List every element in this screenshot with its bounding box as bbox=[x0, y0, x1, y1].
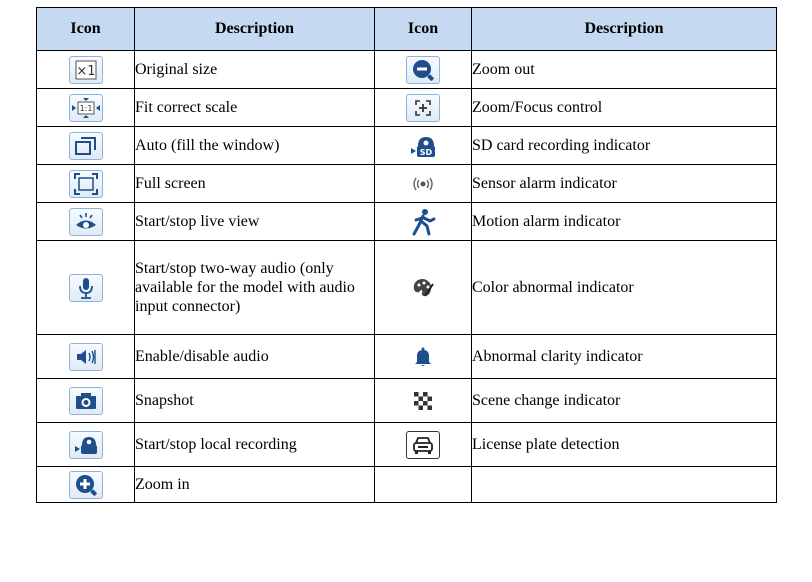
description-cell: Scene change indicator bbox=[472, 379, 777, 423]
svg-text:1:1: 1:1 bbox=[79, 103, 92, 113]
zoom-in-icon[interactable] bbox=[69, 471, 103, 499]
table-header-row bbox=[37, 8, 777, 51]
zoom-out-icon[interactable] bbox=[406, 56, 440, 84]
table-row bbox=[37, 379, 777, 423]
description-cell: Original size bbox=[135, 51, 375, 89]
table-row bbox=[37, 203, 777, 241]
empty-description-cell bbox=[472, 467, 777, 503]
svg-text:SD: SD bbox=[419, 147, 433, 157]
header-icon-1: Icon bbox=[37, 8, 135, 51]
svg-text:×1: ×1 bbox=[75, 63, 96, 79]
microphone-icon[interactable] bbox=[69, 274, 103, 302]
description-cell: Start/stop local recording bbox=[135, 423, 375, 467]
table-row bbox=[37, 89, 777, 127]
sensor-alarm-icon bbox=[406, 169, 440, 199]
table-row bbox=[37, 241, 777, 335]
description-cell: SD card recording indicator bbox=[472, 127, 777, 165]
empty-icon-cell bbox=[375, 467, 472, 503]
description-cell: Zoom/Focus control bbox=[472, 89, 777, 127]
table-row bbox=[37, 127, 777, 165]
description-cell: Fit correct scale bbox=[135, 89, 375, 127]
fit-scale-icon[interactable] bbox=[69, 94, 103, 122]
description-cell: Abnormal clarity indicator bbox=[472, 335, 777, 379]
live-view-eye-icon[interactable] bbox=[69, 208, 103, 236]
speaker-icon[interactable] bbox=[69, 343, 103, 371]
description-cell: Zoom in bbox=[135, 467, 375, 503]
description-cell: Zoom out bbox=[472, 51, 777, 89]
description-cell: Snapshot bbox=[135, 379, 375, 423]
header-icon-2: Icon bbox=[375, 8, 472, 51]
full-screen-icon[interactable] bbox=[69, 170, 103, 198]
original-size-icon[interactable] bbox=[69, 56, 103, 84]
local-recording-icon[interactable] bbox=[69, 431, 103, 459]
car-plate-icon[interactable] bbox=[406, 431, 440, 459]
sd-card-recording-icon bbox=[406, 131, 440, 161]
icon-description-table bbox=[36, 7, 777, 503]
motion-alarm-icon bbox=[406, 207, 440, 237]
checker-scene-icon bbox=[406, 386, 440, 416]
description-cell: Color abnormal indicator bbox=[472, 241, 777, 335]
description-cell: Sensor alarm indicator bbox=[472, 165, 777, 203]
camera-snapshot-icon[interactable] bbox=[69, 387, 103, 415]
zoom-focus-icon[interactable] bbox=[406, 94, 440, 122]
header-description-2: Description bbox=[472, 8, 777, 51]
description-cell: Start/stop live view bbox=[135, 203, 375, 241]
description-cell: Start/stop two-way audio (only available for the model with audio input connector) bbox=[135, 241, 375, 335]
description-cell: Full screen bbox=[135, 165, 375, 203]
table-row bbox=[37, 51, 777, 89]
table-row bbox=[37, 467, 777, 503]
table-row bbox=[37, 335, 777, 379]
description-cell: License plate detection bbox=[472, 423, 777, 467]
auto-fill-window-icon[interactable] bbox=[69, 132, 103, 160]
color-palette-icon bbox=[406, 273, 440, 303]
description-cell: Motion alarm indicator bbox=[472, 203, 777, 241]
table-row bbox=[37, 165, 777, 203]
bell-icon bbox=[406, 342, 440, 372]
table-row bbox=[37, 423, 777, 467]
description-cell: Enable/disable audio bbox=[135, 335, 375, 379]
description-cell: Auto (fill the window) bbox=[135, 127, 375, 165]
header-description-1: Description bbox=[135, 8, 375, 51]
